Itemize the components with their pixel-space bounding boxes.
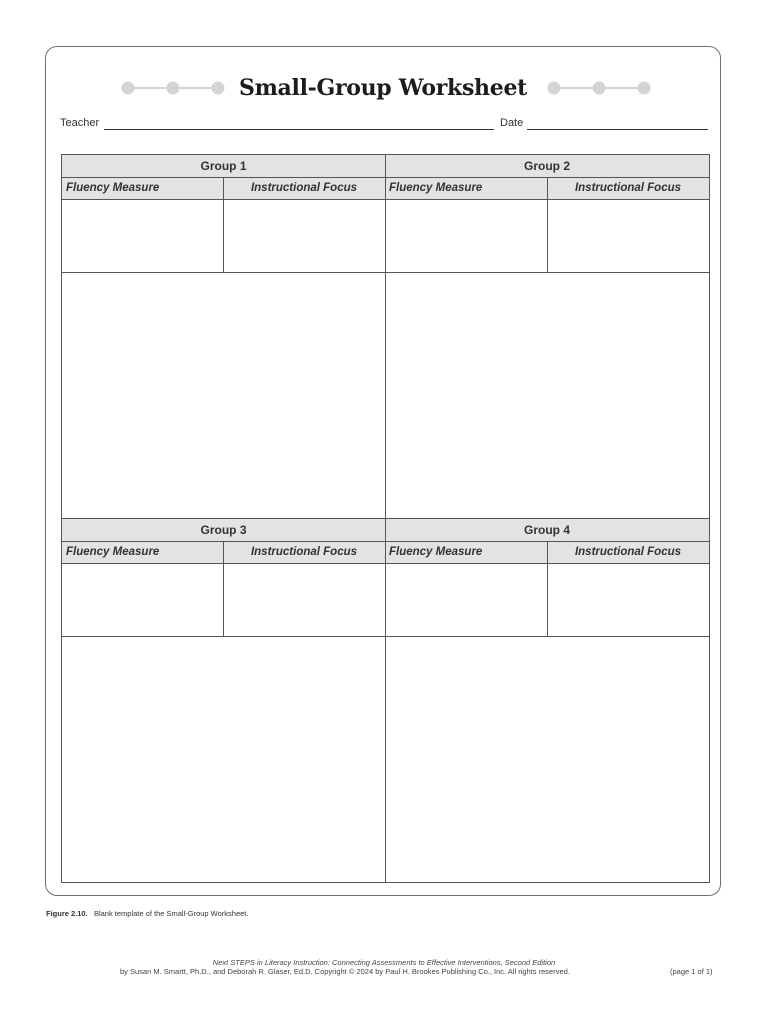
figure-caption: [46, 909, 248, 918]
bottom-row-divider: [62, 636, 709, 637]
teacher-date-row: [60, 117, 708, 133]
group-3-column-divider: [223, 542, 224, 636]
figure-label: Figure 2.10.: [46, 909, 88, 918]
groups-table: [61, 154, 710, 883]
teacher-label: Teacher: [60, 117, 100, 129]
title-row: [46, 71, 720, 105]
group-3-header: Group 3: [62, 519, 385, 542]
group-2-fluency-measure-header: Fluency Measure: [385, 178, 547, 200]
group-1-fluency-measure-cell[interactable]: [62, 200, 223, 272]
footer-credit: by Susan M. Smartt, Ph.D., and Deborah R. Glaser, Ed.D. Copyright © 2024 by Paul H. Brookes Publishing Co., Inc. All rights reserved.: [120, 967, 570, 976]
group-4-fluency-measure-header: Fluency Measure: [385, 542, 547, 564]
book-title: Next STEPS in Literacy Instruction: Connecting Assessments to Effective Interventions, Second Edition: [212, 958, 556, 967]
page-title: Small-Group Worksheet: [238, 75, 527, 101]
worksheet-card: [45, 46, 721, 896]
middle-divider: [62, 518, 709, 519]
group-2-fluency-measure-cell[interactable]: [385, 200, 547, 272]
group-3-instructional-focus-cell[interactable]: [223, 564, 385, 636]
group-2-column-divider: [547, 178, 548, 272]
date-field[interactable]: [527, 129, 708, 130]
figure-text: Blank template of the Small-Group Worksheet.: [93, 909, 249, 918]
group-3-notes-area[interactable]: [62, 636, 385, 882]
group-2-header: Group 2: [385, 155, 709, 178]
dot-line-ornament-right: [546, 80, 656, 96]
group-2-notes-area[interactable]: [385, 272, 709, 518]
group-4-fluency-measure-cell[interactable]: [385, 564, 547, 636]
top-row-divider: [62, 272, 709, 273]
footer-book-title: [0, 958, 768, 967]
group-1-instructional-focus-cell[interactable]: [223, 200, 385, 272]
group-1-header: Group 1: [62, 155, 385, 178]
group-1-notes-area[interactable]: [62, 272, 385, 518]
page-number: (page 1 of 1): [670, 967, 713, 976]
group-1-column-divider: [223, 178, 224, 272]
group-4-instructional-focus-cell[interactable]: [547, 564, 709, 636]
group-2-instructional-focus-header: Instructional Focus: [547, 178, 709, 200]
group-1-instructional-focus-header: Instructional Focus: [223, 178, 385, 200]
group-3-fluency-measure-cell[interactable]: [62, 564, 223, 636]
group-4-header: Group 4: [385, 519, 709, 542]
group-3-fluency-measure-header: Fluency Measure: [62, 542, 223, 564]
group-4-column-divider: [547, 542, 548, 636]
teacher-field[interactable]: [104, 129, 494, 130]
group-3-instructional-focus-header: Instructional Focus: [223, 542, 385, 564]
group-4-notes-area[interactable]: [385, 636, 709, 882]
date-label: Date: [500, 117, 524, 129]
group-4-instructional-focus-header: Instructional Focus: [547, 542, 709, 564]
group-1-fluency-measure-header: Fluency Measure: [62, 178, 223, 200]
group-2-instructional-focus-cell[interactable]: [547, 200, 709, 272]
